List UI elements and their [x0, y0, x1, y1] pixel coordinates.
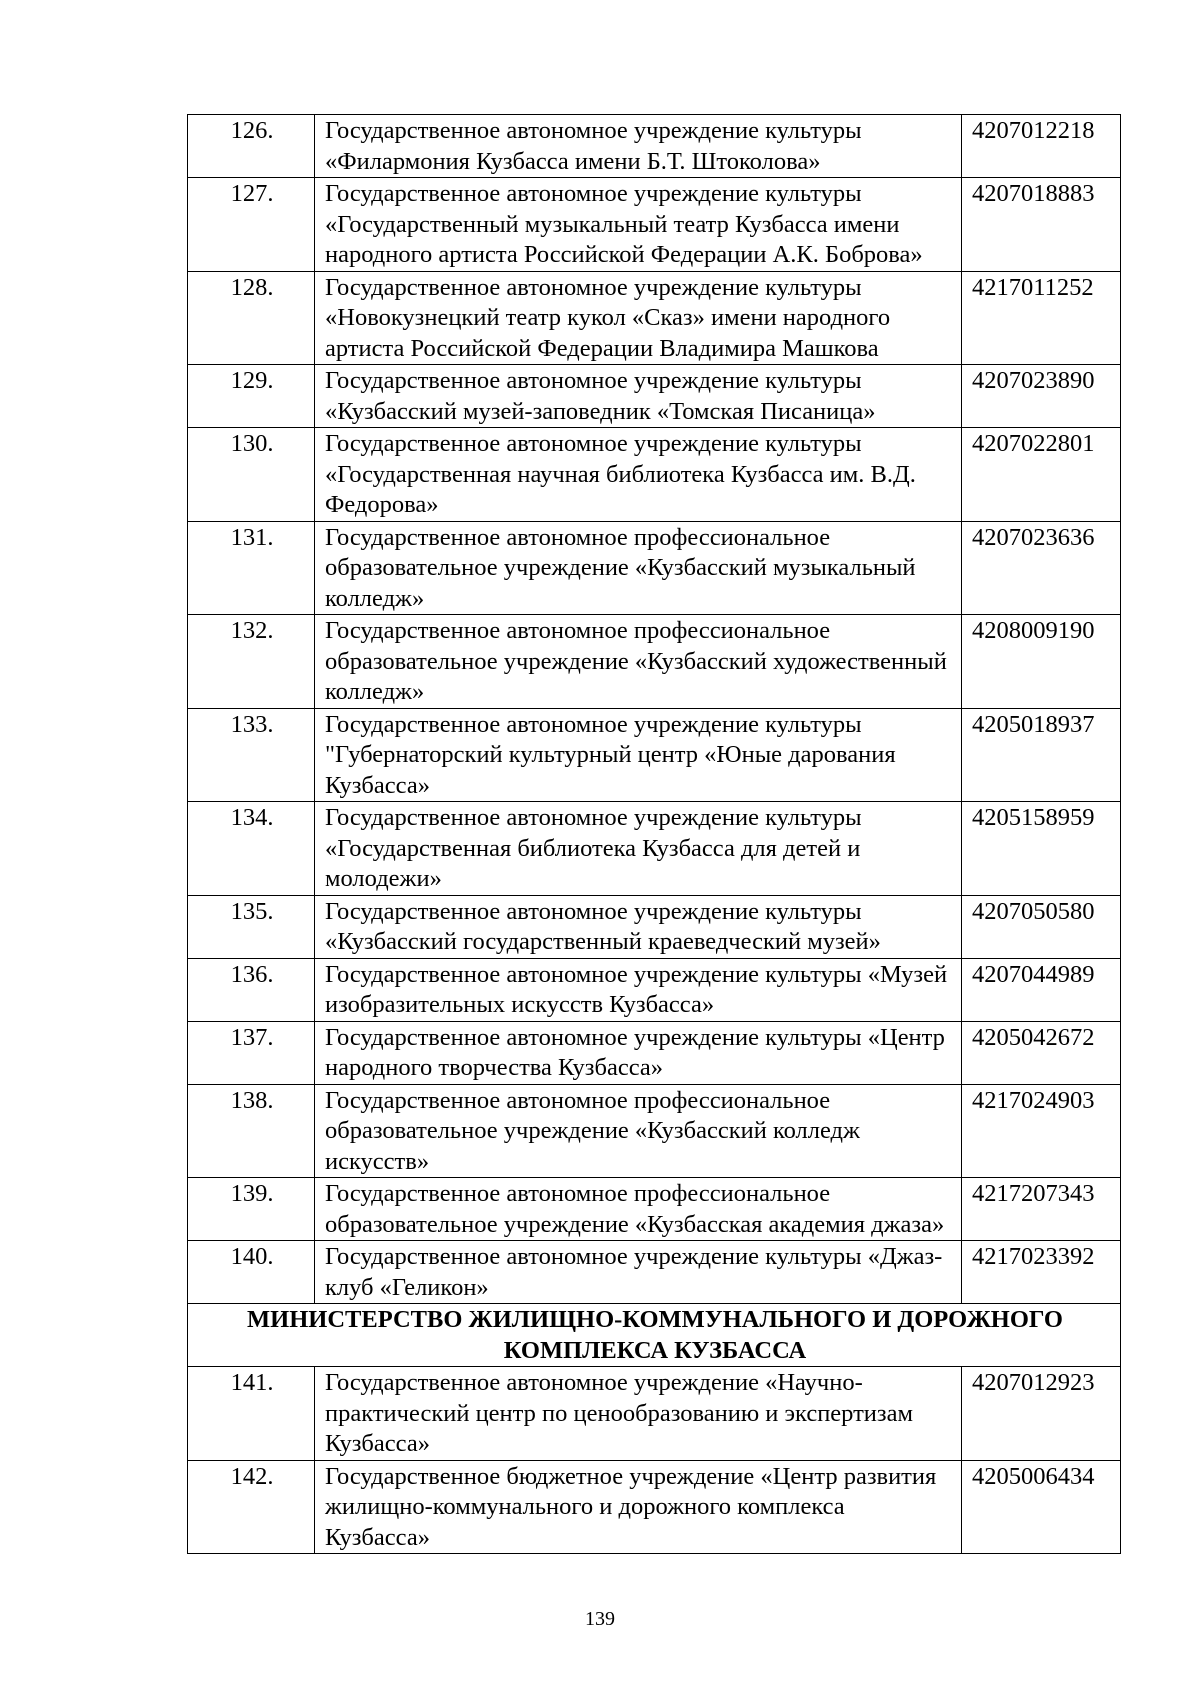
institution-name: Государственное автономное учреждение культуры «Филармония Кузбасса имени Б.Т. Штоколова»: [315, 115, 962, 178]
row-number: 128.: [188, 271, 315, 365]
inn-code: 4207023890: [962, 365, 1121, 428]
inn-code: 4207050580: [962, 895, 1121, 958]
inn-code: 4217011252: [962, 271, 1121, 365]
table-row: [188, 895, 1121, 958]
row-number: 132.: [188, 615, 315, 709]
table-row: [188, 365, 1121, 428]
institution-name: Государственное автономное профессиональное образовательное учреждение «Кузбасский художественный колледж»: [315, 615, 962, 709]
row-number: 133.: [188, 708, 315, 802]
table-row: [188, 1084, 1121, 1178]
row-number: 126.: [188, 115, 315, 178]
page-number: 139: [585, 1608, 615, 1630]
inn-code: 4207012923: [962, 1367, 1121, 1461]
table-row: [188, 1460, 1121, 1554]
institution-name: Государственное автономное учреждение культуры «Новокузнецкий театр кукол «Сказ» имени народного артиста Российской Федерации Владимира Машкова: [315, 271, 962, 365]
row-number: 141.: [188, 1367, 315, 1461]
institutions-table: [187, 114, 1121, 1554]
inn-code: 4207012218: [962, 115, 1121, 178]
institution-name: Государственное автономное учреждение «Научно-практический центр по ценообразованию и экспертизам Кузбасса»: [315, 1367, 962, 1461]
row-number: 140.: [188, 1241, 315, 1304]
table-row: [188, 178, 1121, 272]
institution-name: Государственное автономное учреждение культуры "Губернаторский культурный центр «Юные дарования Кузбасса»: [315, 708, 962, 802]
inn-code: 4207044989: [962, 958, 1121, 1021]
inn-code: 4207018883: [962, 178, 1121, 272]
table-row: [188, 708, 1121, 802]
row-number: 136.: [188, 958, 315, 1021]
inn-code: 4217207343: [962, 1178, 1121, 1241]
row-number: 135.: [188, 895, 315, 958]
row-number: 134.: [188, 802, 315, 896]
section-heading-row: [188, 1304, 1121, 1367]
row-number: 137.: [188, 1021, 315, 1084]
inn-code: 4205006434: [962, 1460, 1121, 1554]
table-row: [188, 1367, 1121, 1461]
ministry-heading: МИНИСТЕРСТВО ЖИЛИЩНО-КОММУНАЛЬНОГО И ДОРОЖНОГО КОМПЛЕКСА КУЗБАССА: [188, 1304, 1121, 1367]
inn-code: 4205042672: [962, 1021, 1121, 1084]
institution-name: Государственное автономное учреждение культуры «Государственная библиотека Кузбасса для детей и молодежи»: [315, 802, 962, 896]
row-number: 129.: [188, 365, 315, 428]
institution-name: Государственное автономное профессиональное образовательное учреждение «Кузбасский музыкальный колледж»: [315, 521, 962, 615]
institution-name: Государственное автономное учреждение культуры «Центр народного творчества Кузбасса»: [315, 1021, 962, 1084]
institution-name: Государственное автономное учреждение культуры «Государственный музыкальный театр Кузбасса имени народного артиста Российской Федерации А.К. Боброва»: [315, 178, 962, 272]
row-number: 138.: [188, 1084, 315, 1178]
institution-name: Государственное автономное учреждение культуры «Кузбасский музей-заповедник «Томская Писаница»: [315, 365, 962, 428]
table-row: [188, 521, 1121, 615]
institution-name: Государственное бюджетное учреждение «Центр развития жилищно-коммунального и дорожного комплекса Кузбасса»: [315, 1460, 962, 1554]
inn-code: 4217023392: [962, 1241, 1121, 1304]
table-row: [188, 615, 1121, 709]
table-row: [188, 1178, 1121, 1241]
row-number: 130.: [188, 428, 315, 522]
table-row: [188, 271, 1121, 365]
table-row: [188, 802, 1121, 896]
table-row: [188, 115, 1121, 178]
inn-code: 4205158959: [962, 802, 1121, 896]
institution-name: Государственное автономное учреждение культуры «Государственная научная библиотека Кузбасса им. В.Д. Федорова»: [315, 428, 962, 522]
row-number: 139.: [188, 1178, 315, 1241]
institution-name: Государственное автономное профессиональное образовательное учреждение «Кузбасская академия джаза»: [315, 1178, 962, 1241]
table-row: [188, 1241, 1121, 1304]
inn-code: 4208009190: [962, 615, 1121, 709]
table-row: [188, 958, 1121, 1021]
institution-name: Государственное автономное профессиональное образовательное учреждение «Кузбасский колледж искусств»: [315, 1084, 962, 1178]
inn-code: 4217024903: [962, 1084, 1121, 1178]
table-row: [188, 428, 1121, 522]
institution-name: Государственное автономное учреждение культуры «Музей изобразительных искусств Кузбасса»: [315, 958, 962, 1021]
inn-code: 4207022801: [962, 428, 1121, 522]
row-number: 131.: [188, 521, 315, 615]
row-number: 127.: [188, 178, 315, 272]
table-row: [188, 1021, 1121, 1084]
inn-code: 4207023636: [962, 521, 1121, 615]
institution-name: Государственное автономное учреждение культуры «Кузбасский государственный краеведческий музей»: [315, 895, 962, 958]
institution-name: Государственное автономное учреждение культуры «Джаз-клуб «Геликон»: [315, 1241, 962, 1304]
row-number: 142.: [188, 1460, 315, 1554]
inn-code: 4205018937: [962, 708, 1121, 802]
